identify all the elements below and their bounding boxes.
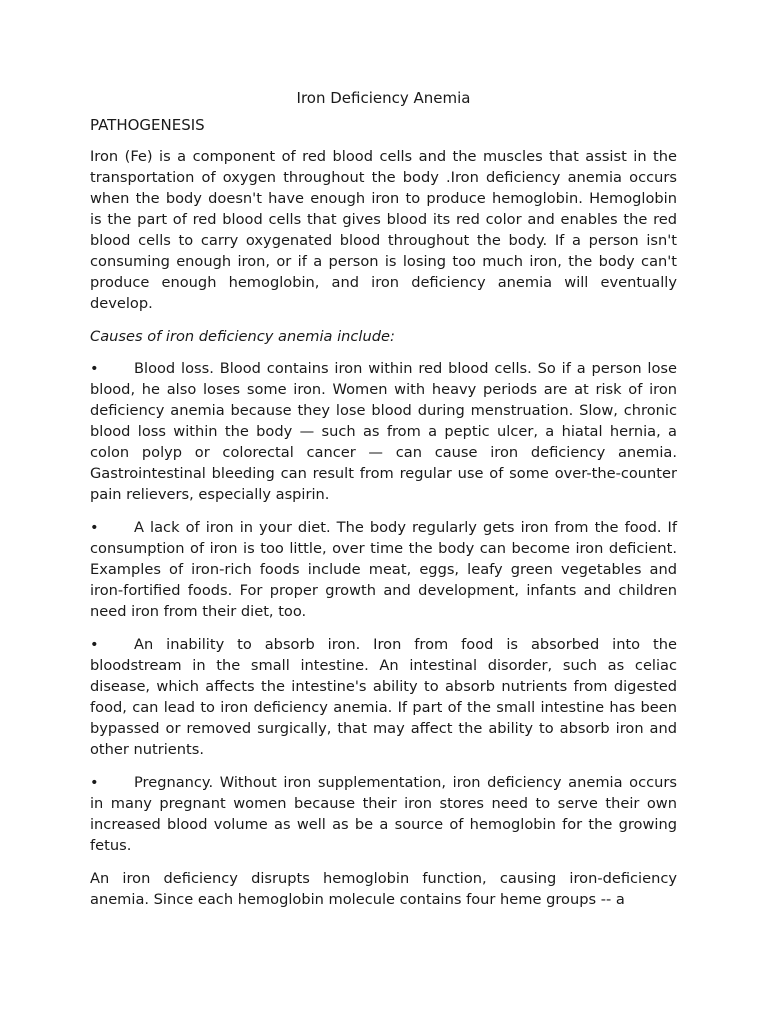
bullet-icon: • [90,360,99,377]
section-heading: PATHOGENESIS [90,116,205,134]
cause-text: Pregnancy. Without iron supplementation, iron deficiency anemia occurs in many pregnant women because their iron stores need to serve their own increased blood volume as well as be a source of hemoglobin for the growing fetus. [90,774,677,854]
cause-item [90,358,677,505]
bullet-icon: • [90,636,99,653]
cause-text: A lack of iron in your diet. The body regularly gets iron from the food. If consumption of iron is too little, over time the body can become iron deficient. Examples of iron-rich foods include meat, eggs, leafy green vegetables and iron-fortified foods. For proper growth and development, infants and children need iron from their diet, too. [90,519,677,620]
cause-item [90,517,677,622]
cause-item [90,772,677,856]
cause-text: Blood loss. Blood contains iron within red blood cells. So if a person lose blood, he also loses some iron. Women with heavy periods are at risk of iron deficiency anemia because they lose blood during menstruation. Slow, chronic blood loss within the body — such as from a peptic ulcer, a hiatal hernia, a colon polyp or colorectal cancer — can cause iron deficiency anemia. Gastrointestinal bleeding can result from regular use of some over-the-counter pain relievers, especially aspirin. [90,360,677,503]
causes-heading: Causes of iron deficiency anemia include: [90,328,395,345]
cause-item [90,634,677,760]
bullet-icon: • [90,774,99,791]
closing-paragraph: An iron deficiency disrupts hemoglobin function, causing iron-deficiency anemia. Since each hemoglobin molecule contains four heme groups -- a [90,870,677,908]
cause-text: An inability to absorb iron. Iron from food is absorbed into the bloodstream in the small intestine. An intestinal disorder, such as celiac disease, which affects the intestine's ability to absorb nutrients from digested food, can lead to iron deficiency anemia. If part of the small intestine has been bypassed or removed surgically, that may affect the ability to absorb iron and other nutrients. [90,636,677,758]
document-page [90,88,677,922]
bullet-icon: • [90,519,99,536]
document-title: Iron Deficiency Anemia [296,89,471,107]
intro-paragraph: Iron (Fe) is a component of red blood cells and the muscles that assist in the transportation of oxygen throughout the body .Iron deficiency anemia occurs when the body doesn't have enough iron to produce hemoglobin. Hemoglobin is the part of red blood cells that gives blood its red color and enables the red blood cells to carry oxygenated blood throughout the body. If a person isn't consuming enough iron, or if a person is losing too much iron, the body can't produce enough hemoglobin, and iron deficiency anemia will eventually develop. [90,148,677,312]
